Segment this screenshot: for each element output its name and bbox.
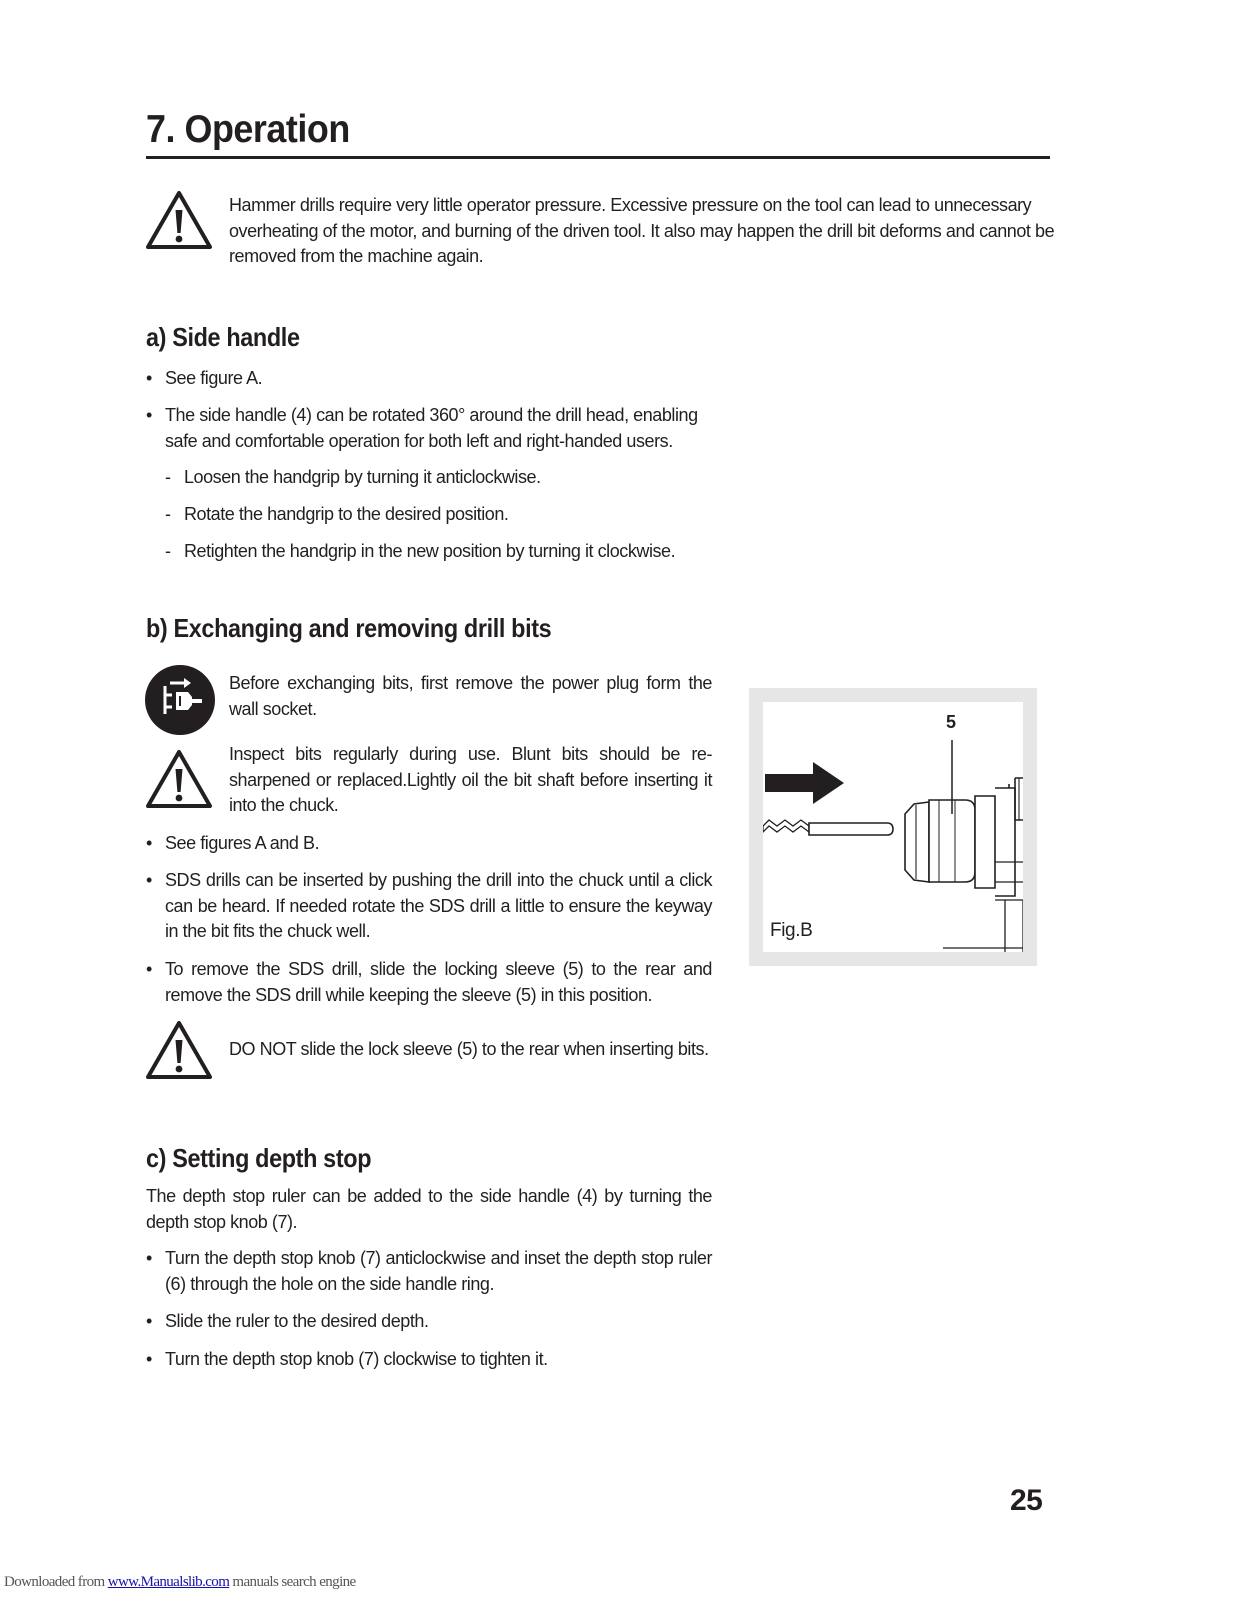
step-text: Loosen the handgrip by turning it anticlockwise. <box>184 467 541 487</box>
download-footer <box>4 1574 356 1591</box>
bullet-text: SDS drills can be inserted by pushing the drill into the chuck until a click can be heard. If needed rotate the SDS drill a little to ensure the keyway in the bit fits the chuck well. <box>165 870 712 941</box>
bullet-dot: • <box>146 368 153 388</box>
bullet-dot: • <box>146 833 153 853</box>
bullet-text: Turn the depth stop knob (7) anticlockwise and inset the depth stop ruler (6) through the hole on the side handle ring. <box>165 1248 712 1294</box>
warning-triangle-icon <box>145 189 213 251</box>
footer-prefix: Downloaded from <box>4 1574 108 1590</box>
drill-bit <box>763 820 809 832</box>
section-b-heading: b) Exchanging and removing drill bits <box>146 613 552 643</box>
unplug-power-icon <box>144 664 216 736</box>
inspect-note: Inspect bits regularly during use. Blunt bits should be re-sharpened or replaced.Lightly oil the bit shaft before inserting it into the chuck. <box>229 744 712 815</box>
figure-b <box>749 688 1037 966</box>
footer-suffix: manuals search engine <box>229 1574 356 1590</box>
step-text: Retighten the handgrip in the new position by turning it clockwise. <box>184 541 676 561</box>
bullet-text: To remove the SDS drill, slide the locking sleeve (5) to the rear and remove the SDS drill while keeping the sleeve (5) in this position. <box>165 959 712 1005</box>
bullet-dot: • <box>146 1248 153 1268</box>
bullet-dot: • <box>146 959 153 979</box>
part-label: 5 <box>946 712 957 732</box>
dash-marker: - <box>165 541 171 561</box>
bullet-text: See figure A. <box>165 368 263 388</box>
section-a-heading: a) Side handle <box>146 322 300 352</box>
section-c-intro: The depth stop ruler can be added to the side handle (4) by turning the depth stop knob (7). <box>146 1186 712 1232</box>
bullet-text: The side handle (4) can be rotated 360° around the drill head, enabling safe and comfortable operation for both left and right-handed users. <box>165 405 698 451</box>
dash-marker: - <box>165 504 171 524</box>
page-number: 25 <box>1010 1484 1043 1517</box>
manualslib-link[interactable]: www.Manualslib.com <box>107 1574 230 1590</box>
drill-chuck-illustration <box>763 702 1023 952</box>
step-text: Rotate the handgrip to the desired position. <box>184 504 509 524</box>
figure-caption: Fig.B <box>770 920 813 941</box>
bullet-text: Turn the depth stop knob (7) clockwise to tighten it. <box>165 1349 548 1369</box>
bullet-text: Slide the ruler to the desired depth. <box>165 1311 429 1331</box>
intro-warning-text: Hammer drills require very little operator pressure. Excessive pressure on the tool can lead to unnecessary overheating of the motor, and burning of the driven tool. It also may happen the drill bit deforms and cannot be removed from the machine again. <box>229 195 1055 266</box>
bullet-dot: • <box>146 1349 153 1369</box>
warning-triangle-icon <box>145 1019 213 1081</box>
bullet-dot: • <box>146 1311 153 1331</box>
dash-marker: - <box>165 467 171 487</box>
insert-arrow-icon <box>765 762 844 804</box>
bullet-dot: • <box>146 870 153 890</box>
title-rule <box>146 156 1050 159</box>
caution-note: DO NOT slide the lock sleeve (5) to the rear when inserting bits. <box>229 1039 709 1059</box>
warning-triangle-icon <box>145 748 213 810</box>
figure-b-canvas <box>763 702 1023 952</box>
bullet-dot: • <box>146 405 153 425</box>
section-c-heading: c) Setting depth stop <box>146 1143 372 1173</box>
bullet-text: See figures A and B. <box>165 833 320 853</box>
page-title: 7. Operation <box>146 108 350 151</box>
unplug-note: Before exchanging bits, first remove the power plug form the wall socket. <box>229 673 712 719</box>
chuck <box>905 802 929 882</box>
